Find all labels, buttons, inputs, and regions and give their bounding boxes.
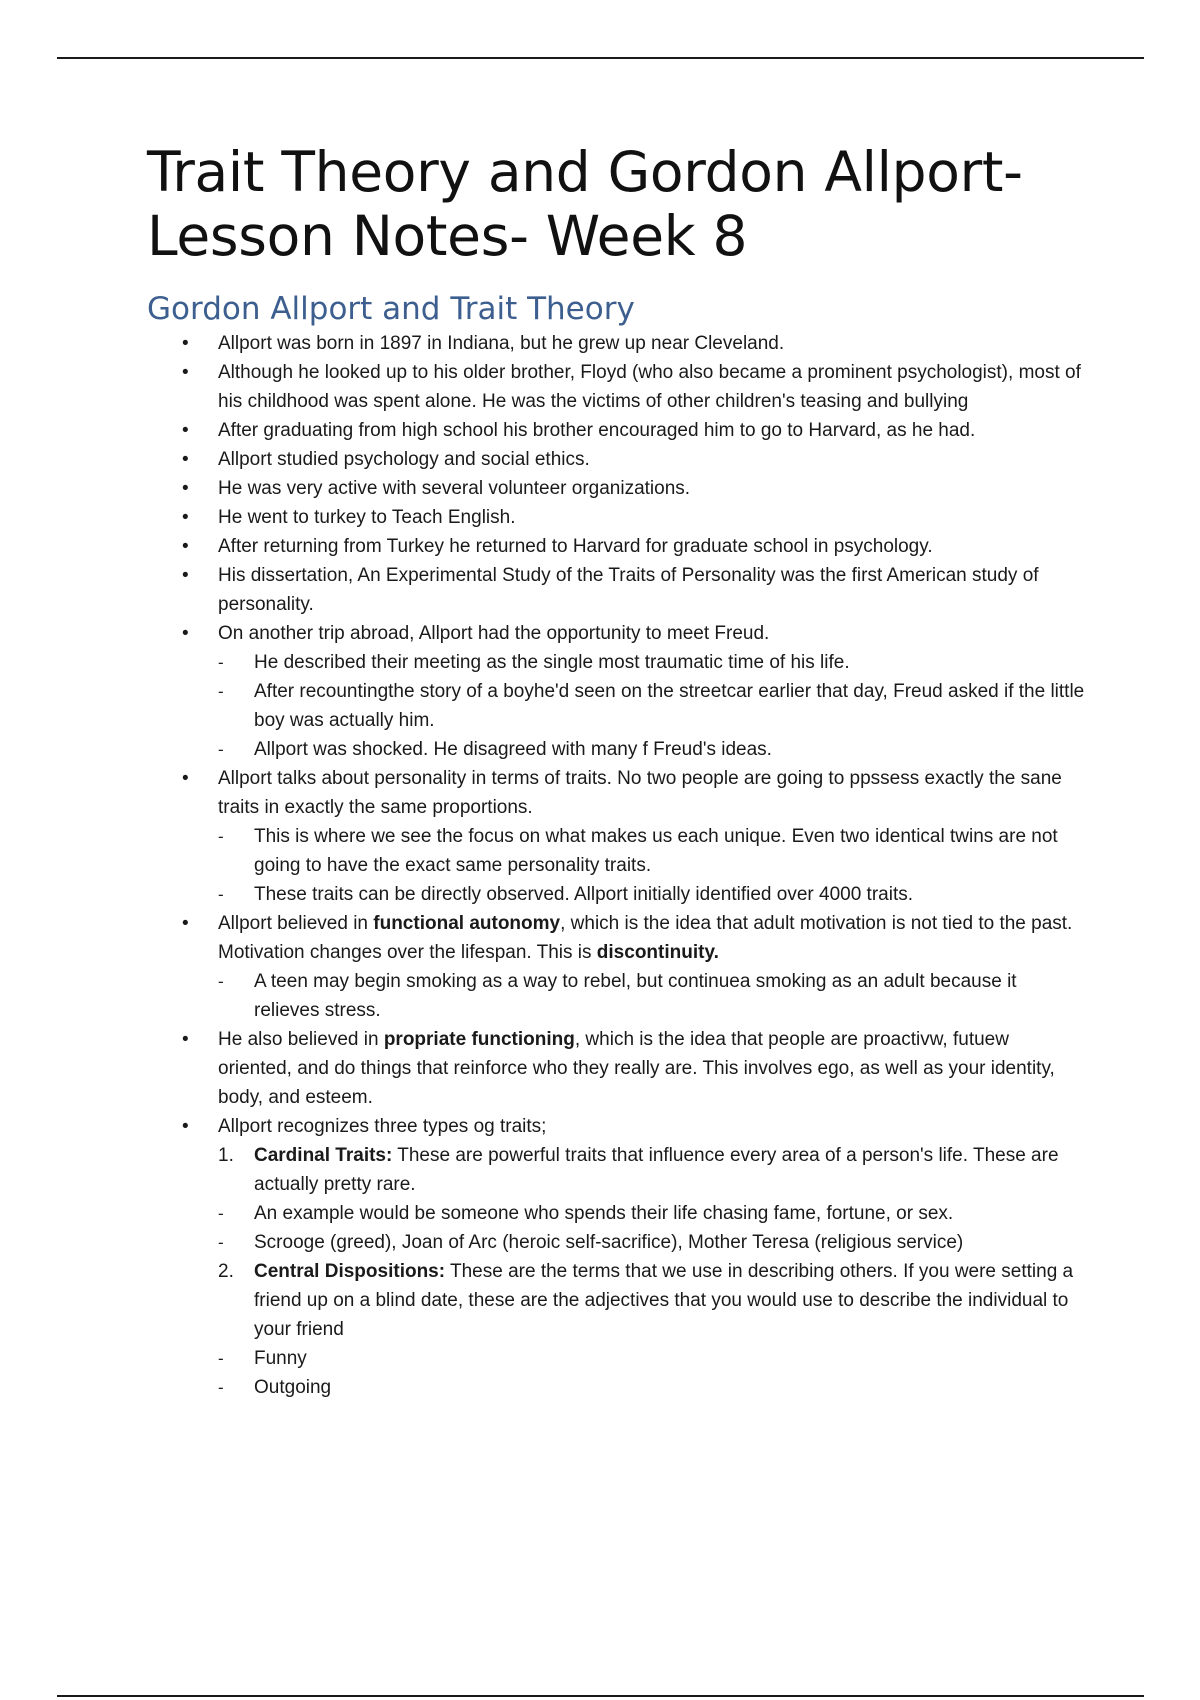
list-item-text: Allport was born in 1897 in Indiana, but he grew up near Cleveland. xyxy=(218,333,785,354)
bullet-icon: • xyxy=(182,623,189,644)
text-run: , which is the idea that adult motivation is not tied to the past. Motivation changes over the lifespan. This is xyxy=(218,913,1073,963)
text-run: He also believed in xyxy=(218,1029,384,1050)
title-line-1: Trait Theory and Gordon Allport- xyxy=(147,140,1023,204)
list-item-text: His dissertation, An Experimental Study of the Traits of Personality was the first American study of personality. xyxy=(218,565,1039,615)
list-item xyxy=(147,619,1087,648)
bullet-icon: • xyxy=(182,1116,189,1137)
text-run: , which is the idea that people are proactivw, futuew oriented, and do things that reinforce who they really are. This involves ego, as well as your identity, body, and esteem. xyxy=(218,1029,1055,1108)
sub-list-item xyxy=(147,967,1087,1025)
dash-icon: - xyxy=(218,740,224,759)
list-item-text: Allport studied psychology and social ethics. xyxy=(218,449,590,470)
term-discontinuity: discontinuity. xyxy=(596,942,719,963)
list-item xyxy=(147,358,1087,416)
text-run: These are the terms that we use in describing others. If you were setting a friend up on a blind date, these are the adjectives that you would use to describe the individual to your friend xyxy=(254,1261,1074,1340)
sub-list-item xyxy=(147,648,1087,677)
list-item xyxy=(147,532,1087,561)
item-number: 1. xyxy=(218,1145,234,1166)
numbered-item-text xyxy=(254,1261,1073,1340)
sub-list-item xyxy=(147,880,1087,909)
sub-item-text: Scrooge (greed), Joan of Arc (heroic self-sacrifice), Mother Teresa (religious service) xyxy=(254,1232,964,1253)
bullet-icon: • xyxy=(182,362,189,383)
sub-list-item xyxy=(147,735,1087,764)
sub-item-text: Allport was shocked. He disagreed with many f Freud's ideas. xyxy=(254,739,772,760)
list-item xyxy=(147,329,1087,358)
bullet-icon: • xyxy=(182,536,189,557)
document-title xyxy=(147,140,1087,268)
bullet-icon: • xyxy=(182,913,189,934)
sub-item-text: This is where we see the focus on what makes us each unique. Even two identical twins are not going to have the exact same personality traits. xyxy=(254,826,1058,876)
bottom-rule xyxy=(57,1695,1144,1697)
sub-list-item xyxy=(147,1344,1087,1373)
list-item-text: He was very active with several volunteer organizations. xyxy=(218,478,691,499)
list-item-text: Although he looked up to his older brother, Floyd (who also became a prominent psychologist), most of his childhood was spent alone. He was the victims of other children's teasing and bullying xyxy=(218,362,1081,412)
list-item-text: After graduating from high school his brother encouraged him to go to Harvard, as he had. xyxy=(218,420,976,441)
term-functional-autonomy: functional autonomy xyxy=(373,913,561,934)
sub-item-text: He described their meeting as the single most traumatic time of his life. xyxy=(254,652,850,673)
list-item xyxy=(147,503,1087,532)
list-item-text: He went to turkey to Teach English. xyxy=(218,507,516,528)
list-item xyxy=(147,1025,1087,1112)
bullet-icon: • xyxy=(182,565,189,586)
numbered-item xyxy=(147,1141,1087,1199)
term-propriate-functioning: propriate functioning xyxy=(383,1029,575,1050)
list-item-text xyxy=(218,1029,1055,1108)
bullet-icon: • xyxy=(182,420,189,441)
list-item xyxy=(147,1112,1087,1141)
sub-list-item xyxy=(147,1199,1087,1228)
bullet-icon: • xyxy=(182,333,189,354)
dash-icon: - xyxy=(218,682,224,701)
list-item xyxy=(147,561,1087,619)
sub-item-text: An example would be someone who spends their life chasing fame, fortune, or sex. xyxy=(254,1203,954,1224)
list-item xyxy=(147,474,1087,503)
sub-list-item xyxy=(147,1373,1087,1402)
sub-item-text: After recountingthe story of a boyhe'd seen on the streetcar earlier that day, Freud asked if the little boy was actually him. xyxy=(254,681,1085,731)
dash-icon: - xyxy=(218,972,224,991)
list-item-text: Allport talks about personality in terms of traits. No two people are going to ppssess exactly the sane traits in exactly the same proportions. xyxy=(218,768,1062,818)
dash-icon: - xyxy=(218,1233,224,1252)
bullet-icon: • xyxy=(182,478,189,499)
dash-icon: - xyxy=(218,653,224,672)
sub-item-text: Outgoing xyxy=(254,1377,332,1398)
bullet-icon: • xyxy=(182,768,189,789)
numbered-item-text xyxy=(254,1145,1059,1195)
dash-icon: - xyxy=(218,885,224,904)
sub-item-text: A teen may begin smoking as a way to rebel, but continuea smoking as an adult because it relieves stress. xyxy=(254,971,1017,1021)
document-body xyxy=(147,140,1087,1402)
list-item xyxy=(147,416,1087,445)
list-item xyxy=(147,909,1087,967)
sub-item-text: These traits can be directly observed. Allport initially identified over 4000 traits. xyxy=(254,884,913,905)
sub-list-item xyxy=(147,822,1087,880)
list-item-text xyxy=(218,913,1072,963)
sub-list-item xyxy=(147,1228,1087,1257)
top-rule xyxy=(57,57,1144,59)
section-heading: Gordon Allport and Trait Theory xyxy=(147,291,635,327)
item-number: 2. xyxy=(218,1261,234,1282)
numbered-item xyxy=(147,1257,1087,1344)
notes-list xyxy=(147,329,1087,1402)
bullet-icon: • xyxy=(182,1029,189,1050)
title-line-2: Lesson Notes- Week 8 xyxy=(147,204,748,268)
sub-list-item xyxy=(147,677,1087,735)
list-item xyxy=(147,764,1087,822)
term-cardinal-traits: Cardinal Traits: xyxy=(254,1145,393,1166)
bullet-icon: • xyxy=(182,507,189,528)
text-run: These are powerful traits that influence every area of a person's life. These are actually pretty rare. xyxy=(254,1145,1059,1195)
dash-icon: - xyxy=(218,1204,224,1223)
dash-icon: - xyxy=(218,827,224,846)
text-run: Allport believed in xyxy=(218,913,374,934)
bullet-icon: • xyxy=(182,449,189,470)
list-item xyxy=(147,445,1087,474)
list-item-text: On another trip abroad, Allport had the opportunity to meet Freud. xyxy=(218,623,770,644)
list-item-text: After returning from Turkey he returned to Harvard for graduate school in psychology. xyxy=(218,536,933,557)
sub-item-text: Funny xyxy=(254,1348,307,1369)
list-item-text: Allport recognizes three types og traits; xyxy=(218,1116,547,1137)
dash-icon: - xyxy=(218,1349,224,1368)
term-central-dispositions: Central Dispositions: xyxy=(254,1261,446,1282)
dash-icon: - xyxy=(218,1378,224,1397)
